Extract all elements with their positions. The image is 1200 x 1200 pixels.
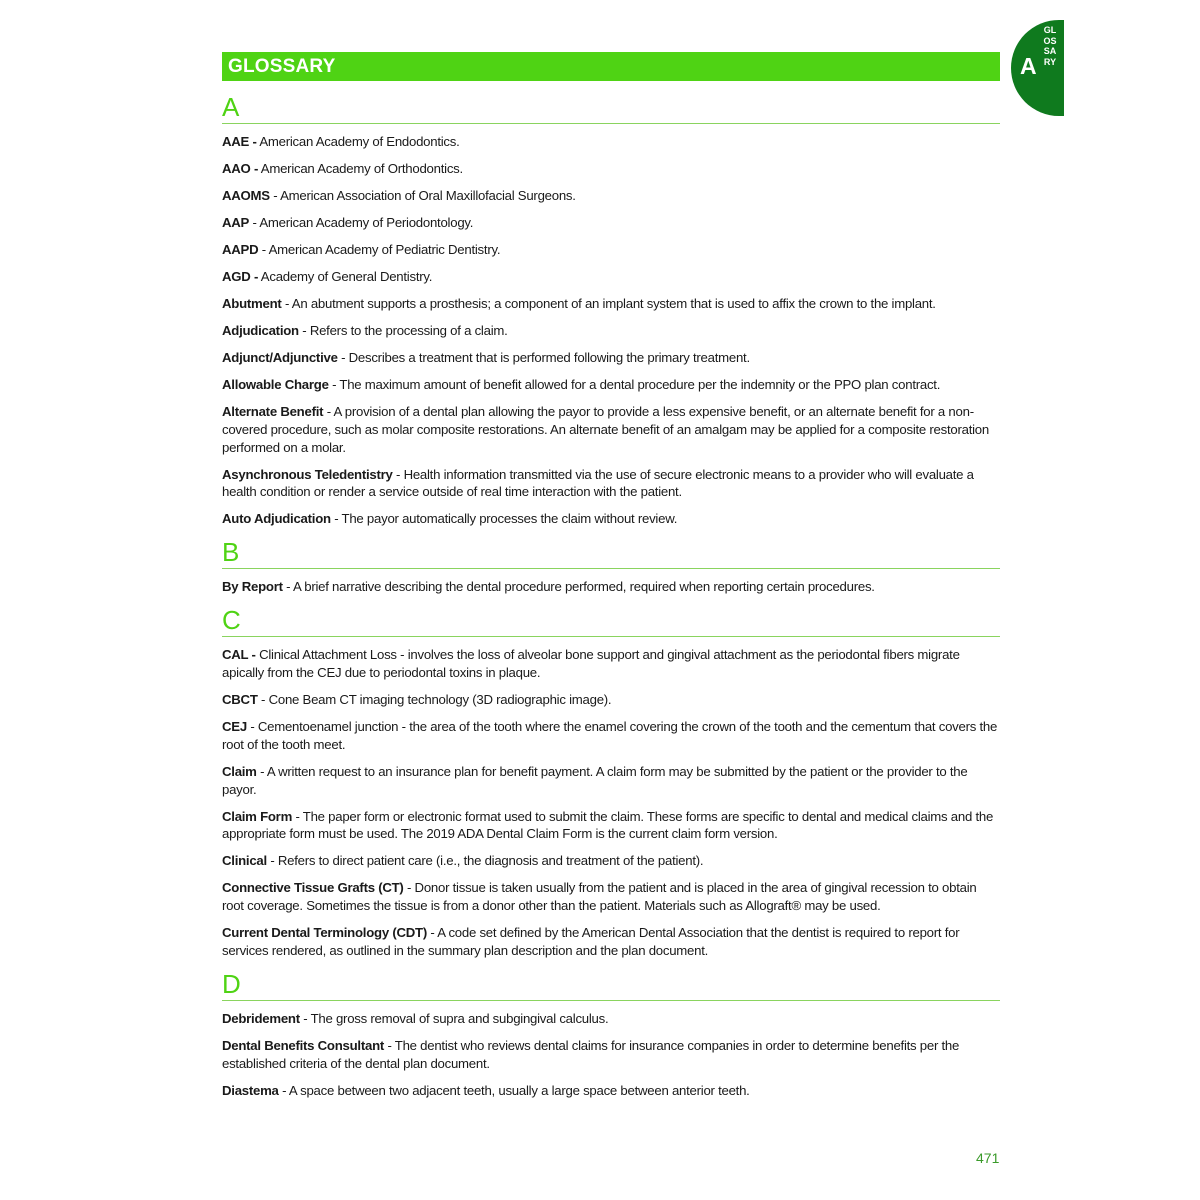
entry-term: AGD - <box>222 269 259 285</box>
glossary-entry <box>222 924 1000 960</box>
entry-term: By Report <box>222 579 283 595</box>
entry-definition: - Cone Beam CT imaging technology (3D radiographic image). <box>257 692 612 708</box>
entry-term: AAP <box>222 215 250 231</box>
glossary-entry <box>222 808 1000 844</box>
entry-term: AAPD <box>222 242 259 258</box>
section-tab-letter: A <box>1020 53 1037 79</box>
entry-term: Adjunct/Adjunctive <box>222 350 338 366</box>
glossary-entry <box>222 510 1000 528</box>
glossary-entry <box>222 349 1000 367</box>
entry-definition: - Cementoenamel junction - the area of the tooth where the enamel covering the crown of the tooth and the cementum that covers the root of the tooth meet. <box>222 719 998 752</box>
glossary-entry <box>222 133 1000 151</box>
entry-term: CAL - <box>222 647 256 663</box>
section-heading-d: D <box>222 970 1000 1001</box>
entry-definition: American Academy of Orthodontics. <box>258 161 463 177</box>
entry-definition: - American Association of Oral Maxillofacial Surgeons. <box>269 188 576 204</box>
entry-term: Claim Form <box>222 808 293 824</box>
entry-definition: - Refers to the processing of a claim. <box>298 323 508 339</box>
entry-term: Debridement <box>222 1011 300 1027</box>
entry-definition: - Refers to direct patient care (i.e., the diagnosis and treatment of the patient). <box>266 853 704 869</box>
glossary-entry <box>222 295 1000 313</box>
entry-term: Connective Tissue Grafts (CT) <box>222 880 404 896</box>
entry-term: Auto Adjudication <box>222 511 331 527</box>
glossary-entry <box>222 187 1000 205</box>
glossary-entry <box>222 376 1000 394</box>
entry-definition: - Donor tissue is taken usually from the patient and is placed in the area of gingival recession to obtain root coverage. Sometimes the tissue is from a donor other than the patient. Materials such as Allograft® may be used. <box>222 880 977 914</box>
section-heading-c: C <box>222 606 1000 637</box>
entry-definition: - A provision of a dental plan allowing the payor to provide a less expensive benefit, or an alternate benefit for a non-covered procedure, such as molar composite restorations. An alternate benefit of an amalgam may be applied for a composite restoration performed on a molar. <box>222 404 989 455</box>
entry-definition: - A space between two adjacent teeth, usually a large space between anterior teeth. <box>278 1082 750 1098</box>
glossary-entry <box>222 241 1000 259</box>
entry-definition: - A brief narrative describing the dental procedure performed, required when reporting certain procedures. <box>282 579 875 595</box>
entry-definition: - An abutment supports a prosthesis; a component of an implant system that is used to affix the crown to the implant. <box>281 296 936 312</box>
entry-definition: Academy of General Dentistry. <box>258 269 433 285</box>
entry-definition: - Health information transmitted via the use of secure electronic means to a provider who will evaluate a health condition or render a service outside of real time interaction with the patient. <box>222 466 974 500</box>
entry-definition: - The paper form or electronic format used to submit the claim. These forms are specific to dental and medical claims and the appropriate form must be used. The 2019 ADA Dental Claim Form is the current claim form version. <box>222 808 994 842</box>
entry-definition: - A written request to an insurance plan for benefit payment. A claim form may be submitted by the patient or the provider to the payor. <box>222 763 968 797</box>
glossary-entry <box>222 578 1000 596</box>
entry-definition: - Describes a treatment that is performed following the primary treatment. <box>337 350 750 366</box>
entry-term: Allowable Charge <box>222 377 329 393</box>
glossary-entry <box>222 879 1000 915</box>
glossary-entry <box>222 1010 1000 1028</box>
entry-definition: - The maximum amount of benefit allowed for a dental procedure per the indemnity or the PPO plan contract. <box>328 377 941 393</box>
entry-term: AAO - <box>222 161 259 177</box>
entry-term: Clinical <box>222 853 267 869</box>
glossary-entry <box>222 322 1000 340</box>
section-heading-b: B <box>222 538 1000 569</box>
entry-definition: - American Academy of Periodontology. <box>249 215 474 231</box>
glossary-entry <box>222 403 1000 456</box>
page-number: 471 <box>976 1150 1000 1166</box>
entry-term: Adjudication <box>222 323 299 339</box>
page-title: GLOSSARY <box>222 52 1000 81</box>
section-heading-a: A <box>222 93 1000 124</box>
section-tab-label: GLOSSARY <box>1043 25 1057 67</box>
entry-term: AAE - <box>222 134 257 150</box>
glossary-entry <box>222 160 1000 178</box>
entry-definition: - American Academy of Pediatric Dentistry. <box>258 242 501 258</box>
glossary-entry <box>222 466 1000 502</box>
glossary-entry <box>222 646 1000 682</box>
entry-term: AAOMS <box>222 188 270 204</box>
entry-definition: - The dentist who reviews dental claims for insurance companies in order to determine benefits per the established criteria of the dental plan document. <box>222 1038 960 1071</box>
entry-term: Diastema <box>222 1082 279 1098</box>
glossary-entry <box>222 763 1000 799</box>
entry-term: Claim <box>222 763 257 779</box>
glossary-entry <box>222 852 1000 870</box>
entry-definition: American Academy of Endodontics. <box>256 134 460 150</box>
entry-term: Dental Benefits Consultant <box>222 1038 385 1053</box>
glossary-entry <box>222 1082 1000 1100</box>
entry-definition: - The payor automatically processes the claim without review. <box>330 511 678 527</box>
entry-term: CBCT <box>222 692 258 708</box>
glossary-entry <box>222 268 1000 286</box>
glossary-entry <box>222 691 1000 709</box>
entry-term: CEJ <box>222 719 247 735</box>
entry-definition: - A code set defined by the American Dental Association that the dentist is required to report for services rendered, as outlined in the summary plan description and the plan document. <box>222 925 960 959</box>
entry-term: Asynchronous Teledentistry <box>222 466 393 482</box>
entry-term: Alternate Benefit <box>222 404 324 420</box>
entry-definition: - The gross removal of supra and subgingival calculus. <box>299 1011 609 1027</box>
glossary-entry <box>222 1037 1000 1073</box>
entry-term: Current Dental Terminology (CDT) <box>222 925 427 941</box>
glossary-entry <box>222 214 1000 232</box>
glossary-entry <box>222 718 1000 754</box>
entry-term: Abutment <box>222 296 282 312</box>
glossary-page <box>222 52 1000 1100</box>
entry-definition: Clinical Attachment Loss - involves the loss of alveolar bone support and gingival attachment as the periodontal fibers migrate apically from the CEJ due to periodontal toxins in plaque. <box>222 647 960 681</box>
